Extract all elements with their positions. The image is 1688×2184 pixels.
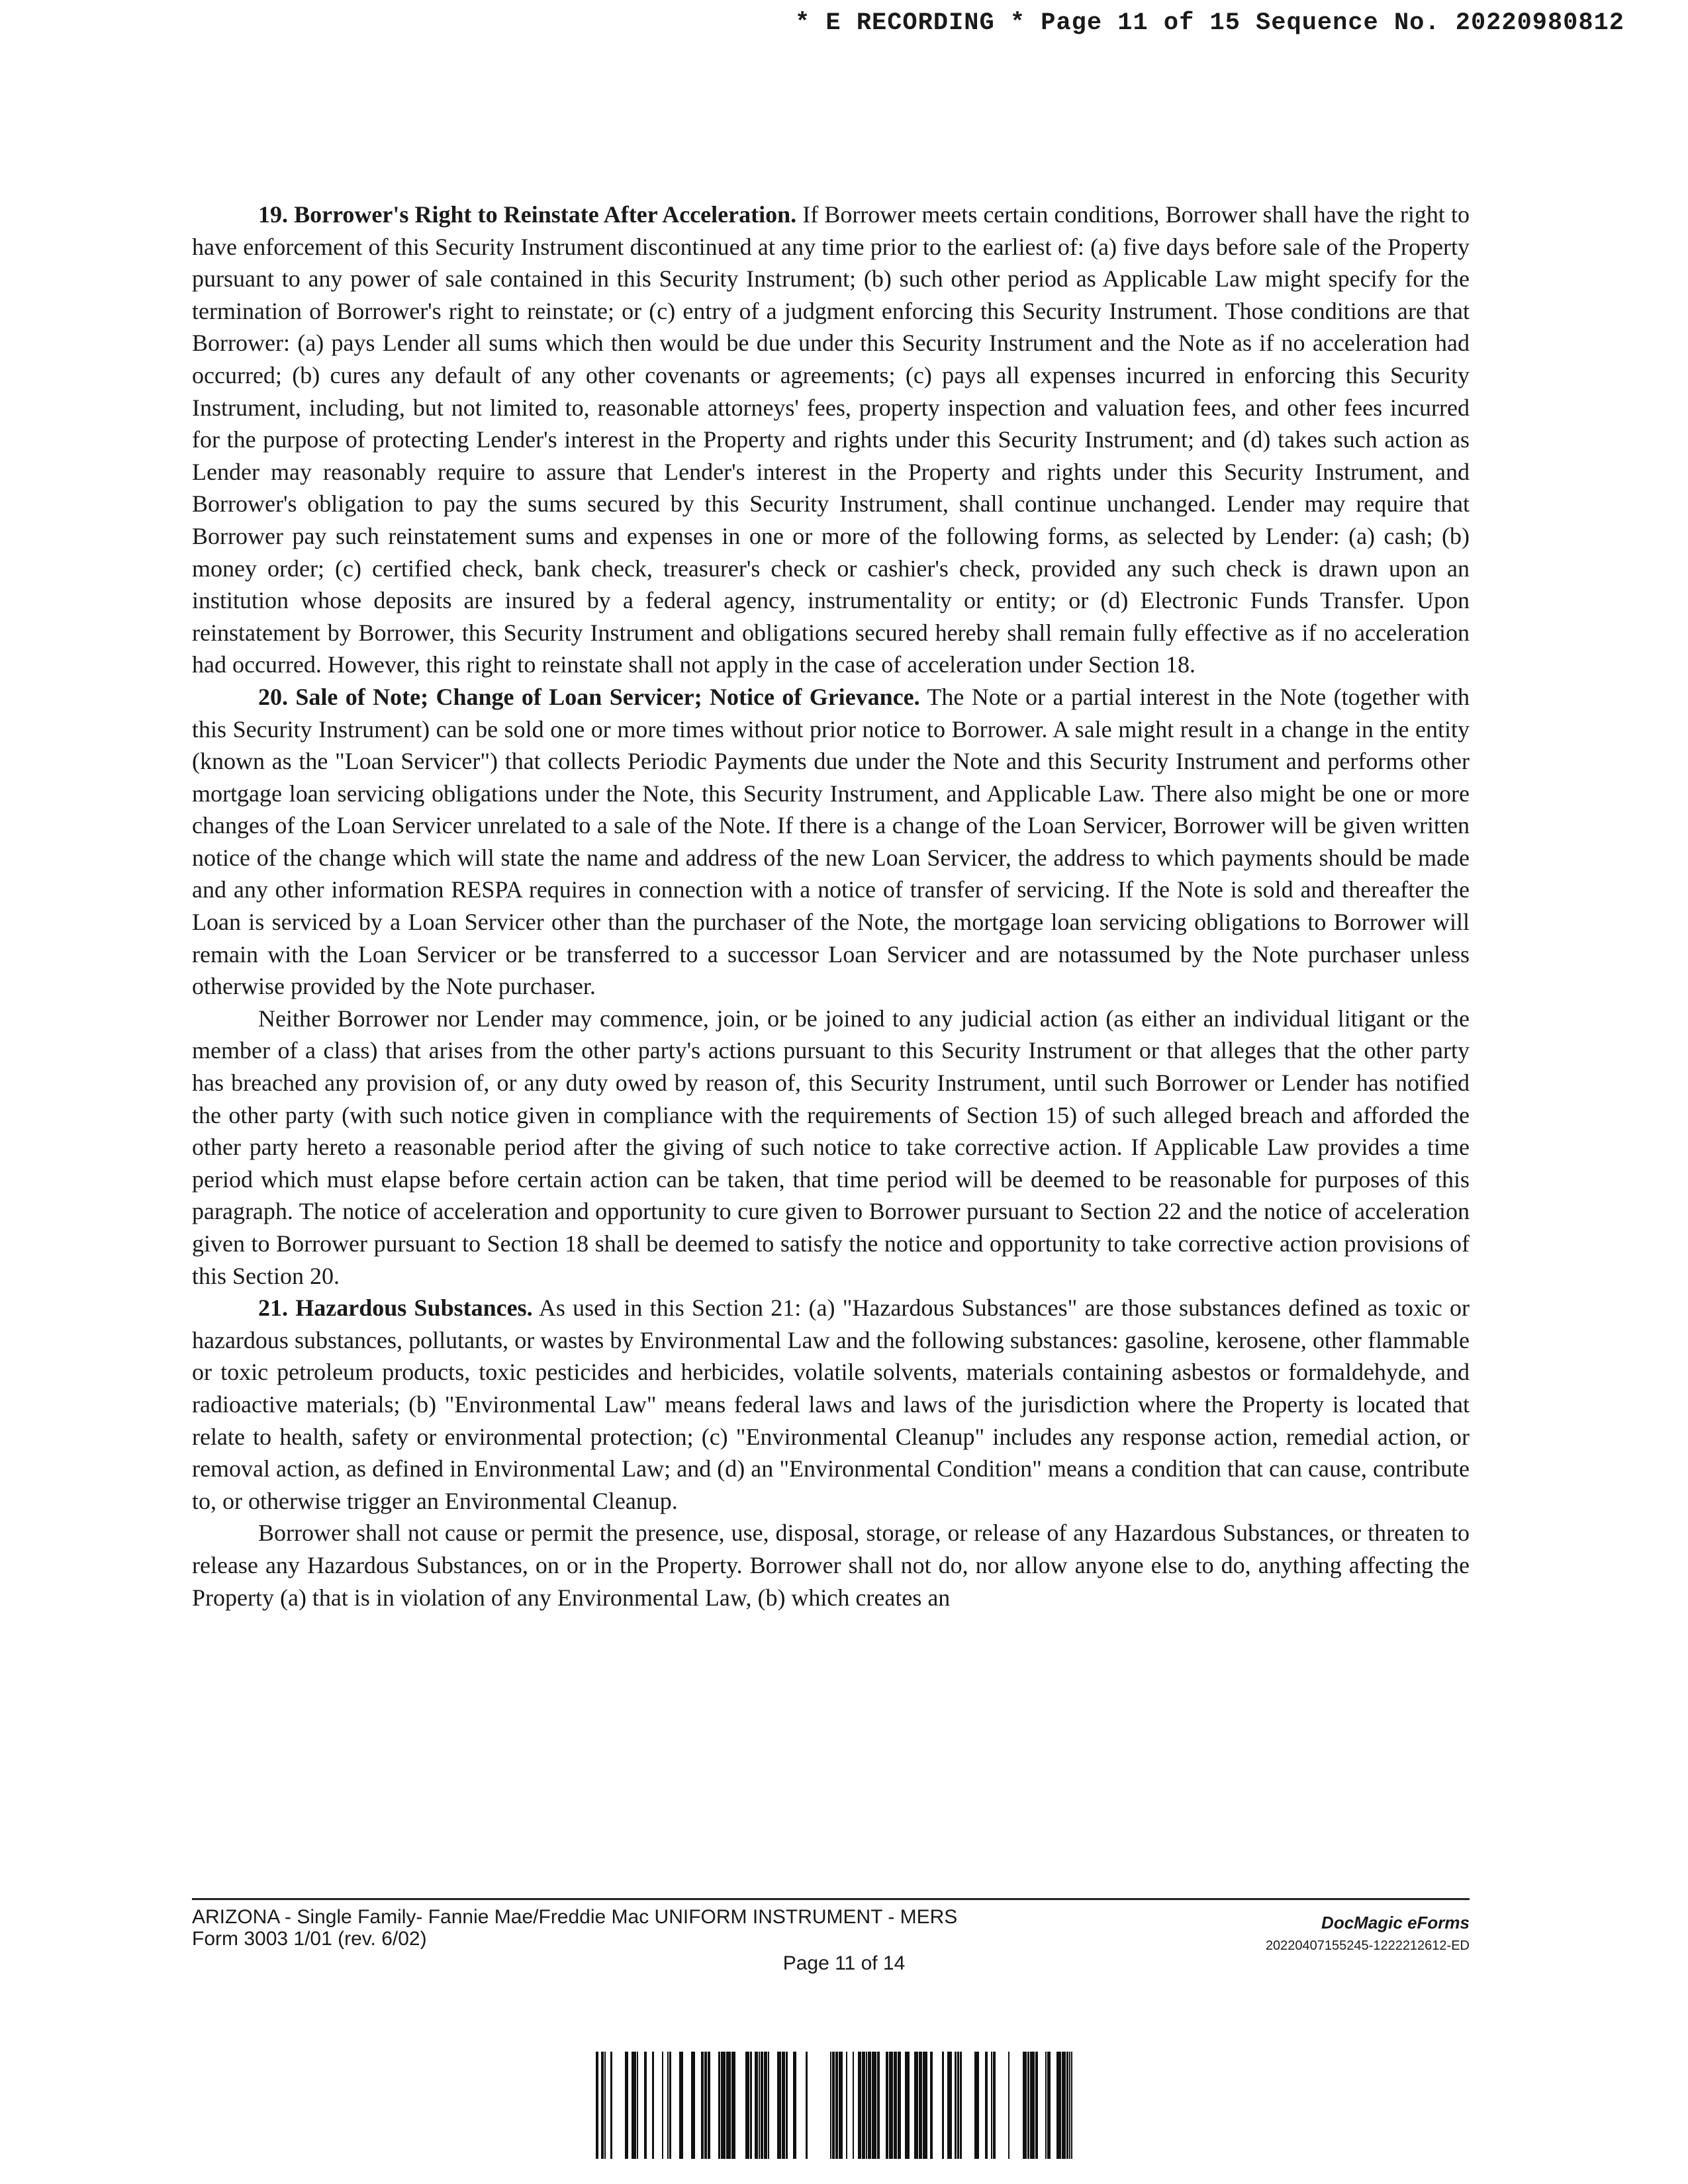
document-body [192, 199, 1470, 1614]
section-20-paragraph-2: Neither Borrower nor Lender may commence, join, or be joined to any judicial action (as either an individual litigant or the member of a class) that arises from the other party's actions pursuant to this Security Instrument or that alleges that the other party has breached any provision of, or any duty owed by reason of, this Security Instrument, until such Borrower or Lender has notified the other party (with such notice given in compliance with the requirements of Section 15) of such alleged breach and afforded the other party hereto a reasonable period after the giving of such notice to take corrective action. If Applicable Law provides a time period which must elapse before certain action can be taken, that time period will be deemed to be reasonable for purposes of this paragraph. The notice of acceleration and opportunity to cure given to Borrower pursuant to Section 22 and the notice of acceleration given to Borrower pursuant to Section 18 shall be deemed to satisfy the notice and opportunity to take corrective action provisions of this Section 20. [192, 1005, 1470, 1289]
vendor-block [1266, 1913, 1470, 1954]
section-19-body: If Borrower meets certain conditions, Borrower shall have the right to have enforcement of this Security Instrument discontinued at any time prior to the earliest of: (a) five days before sale of the Property pursuant to any power of sale contained in this Security Instrument; (b) such other period as Applicable Law might specify for the termination of Borrower's right to reinstate; or (c) entry of a judgment enforcing this Security Instrument. Those conditions are that Borrower: (a) pays Lender all sums which then would be due under this Security Instrument and the Note as if no acceleration had occurred; (b) cures any default of any other covenants or agreements; (c) pays all expenses incurred in enforcing this Security Instrument, including, but not limited to, reasonable attorneys' fees, property inspection and valuation fees, and other fees incurred for the purpose of protecting Lender's interest in the Property and rights under this Security Instrument; and (d) takes such action as Lender may reasonably require to assure that Lender's interest in the Property and rights under this Security Instrument, and Borrower's obligation to pay the sums secured by this Security Instrument, shall continue unchanged. Lender may require that Borrower pay such reinstatement sums and expenses in one or more of the following forms, as selected by Lender: (a) cash; (b) money order; (c) certified check, bank check, treasurer's check or cashier's check, provided any such check is drawn upon an institution whose deposits are insured by a federal agency, instrumentality or entity; or (d) Electronic Funds Transfer. Upon reinstatement by Borrower, this Security Instrument and obligations secured hereby shall remain fully effective as if no acceleration had occurred. However, this right to reinstate shall not apply in the case of acceleration under Section 18. [192, 201, 1470, 678]
section-21-paragraph-2: Borrower shall not cause or permit the presence, use, disposal, storage, or release of any Hazardous Substances, or threaten to release any Hazardous Substances, on or in the Property. Borrower shall not do, nor allow anyone else to do, anything affecting the Property (a) that is in violation of any Environmental Law, (b) which creates an [192, 1520, 1470, 1611]
form-identification [192, 1906, 957, 1950]
barcode-image [596, 2052, 1072, 2159]
section-20-heading: 20. Sale of Note; Change of Loan Servicer; Notice of Grievance. [258, 683, 920, 710]
form-number: Form 3003 1/01 (rev. 6/02) [192, 1928, 427, 1950]
document-id: 20220407155245-1222212612-ED [1265, 1938, 1470, 1953]
section-19 [192, 199, 1470, 681]
recording-banner: * E RECORDING * Page 11 of 15 Sequence No. 20220980812 [795, 9, 1624, 37]
docmagic-logo: DocMagic eForms [1321, 1913, 1470, 1933]
section-19-heading: 19. Borrower's Right to Reinstate After Acceleration. [258, 201, 797, 228]
page-number: Page 11 of 14 [782, 1952, 906, 1974]
form-title: ARIZONA - Single Family- Fannie Mae/Freddie Mac UNIFORM INSTRUMENT - MERS [192, 1906, 958, 1928]
section-20 [192, 681, 1470, 1003]
section-20-body: The Note or a partial interest in the Note (together with this Security Instrument) can be sold one or more times without prior notice to Borrower. A sale might result in a change in the entity (known as the "Loan Servicer") that collects Periodic Payments due under the Note and this Security Instrument and performs other mortgage loan servicing obligations under the Note, this Security Instrument, and Applicable Law. There also might be one or more changes of the Loan Servicer unrelated to a sale of the Note. If there is a change of the Loan Servicer, Borrower will be given written notice of the change which will state the name and address of the new Loan Servicer, the address to which payments should be made and any other information RESPA requires in connection with a notice of transfer of servicing. If the Note is sold and thereafter the Loan is serviced by a Loan Servicer other than the purchaser of the Note, the mortgage loan servicing obligations to Borrower will remain with the Loan Servicer or be transferred to a successor Loan Servicer and are notassumed by the Note purchaser unless otherwise provided by the Note purchaser. [192, 683, 1470, 1000]
section-21-heading: 21. Hazardous Substances. [258, 1295, 533, 1322]
section-21-body: As used in this Section 21: (a) "Hazardous Substances" are those substances defined as toxic or hazardous substances, pollutants, or wastes by Environmental Law and the following substances: gasoline, kerosene, other flammable or toxic petroleum products, toxic pesticides and herbicides, volatile solvents, materials containing asbestos or formaldehyde, and radioactive materials; (b) "Environmental Law" means federal laws and laws of the jurisdiction where the Property is located that relate to health, safety or environmental protection; (c) "Environmental Cleanup" includes any response action, remedial action, or removal action, as defined in Environmental Law; and (d) an "Environmental Condition" means a condition that can cause, contribute to, or otherwise trigger an Environmental Cleanup. [192, 1295, 1470, 1514]
footer-divider [192, 1898, 1470, 1900]
section-21 [192, 1292, 1470, 1517]
